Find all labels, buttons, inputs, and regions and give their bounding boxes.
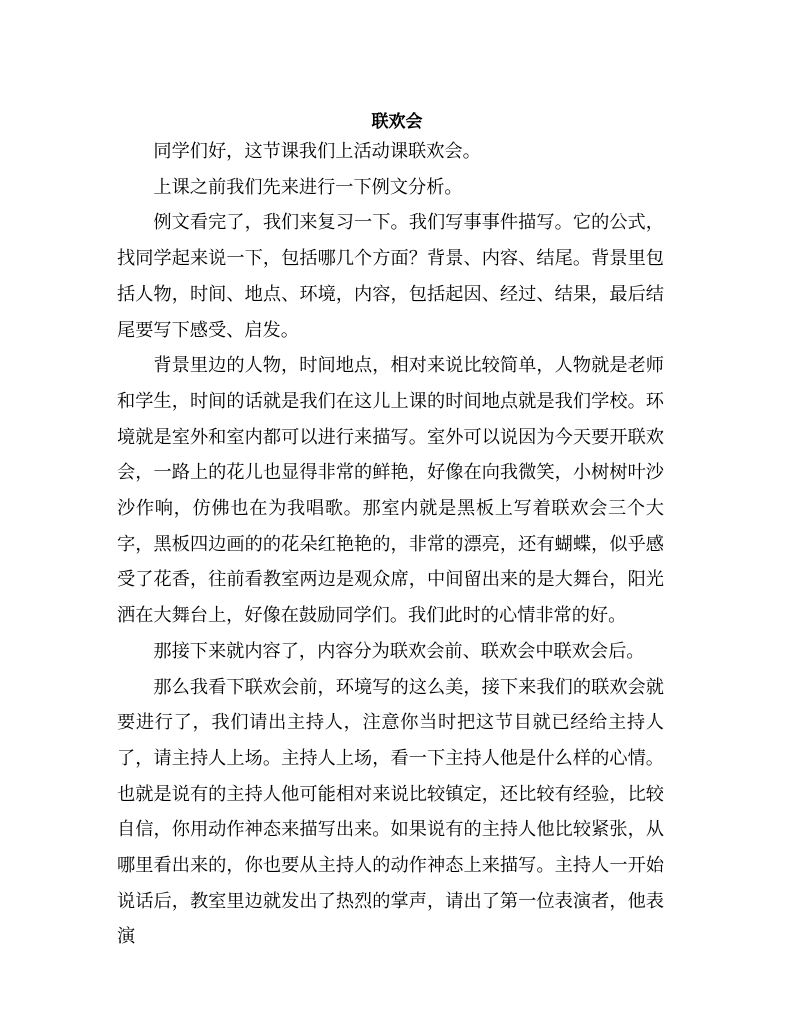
document-body	[117, 134, 664, 955]
paragraph-intro: 上课之前我们先来进行一下例文分析。	[153, 176, 463, 198]
paragraph-background: 背景里边的人物，时间地点，相对来说比较简单，人物就是老师和学生，时间的话就是我们在这儿上课的时间地点就是我们学校。环境就是室外和室内都可以进行来描写。室外可以说因为今天要开联欢会，一路上的花儿也显得非常的鲜艳，好像在向我微笑，小树树叶沙沙作响，仿佛也在为我唱歌。那室内就是黑板上写着联欢会三个大字，黑板四边画的的花朵红艳艳的，非常的漂亮，还有蝴蝶，似乎感受了花香，往前看教室两边是观众席，中间留出来的是大舞台，阳光洒在大舞台上，好像在鼓励同学们。我们此时的心情非常的好。	[117, 355, 664, 627]
document-title: 联欢会	[371, 112, 423, 132]
paragraph-review: 例文看完了，我们来复习一下。我们写事事件描写。它的公式，找同学起来说一下，包括哪几个方面？背景、内容、结尾。背景里包括人物，时间、地点、环境，内容，包括起因、经过、结果，最后结尾要写下感受、启发。	[117, 212, 664, 341]
paragraph-content-overview: 那接下来就内容了，内容分为联欢会前、联欢会中联欢会后。	[153, 640, 645, 662]
paragraph-greeting: 同学们好，这节课我们上活动课联欢会。	[153, 141, 481, 162]
paragraph-before-party: 那么我看下联欢会前，环境写的这么美，接下来我们的联欢会就要进行了，我们请出主持人，注意你当时把这节目就已经给主持人了，请主持人上场。主持人上场，看一下主持人他是什么样的心情。也就是说有的主持人他可能相对来说比较镇定，还比较有经验，比较自信，你用动作神态来描写出来。如果说有的主持人他比较紧张，从哪里看出来的，你也要从主持人的动作神态上来描写。主持人一开始说话后，教室里边就发出了热烈的掌声，请出了第一位表演者，他表演	[117, 676, 664, 948]
